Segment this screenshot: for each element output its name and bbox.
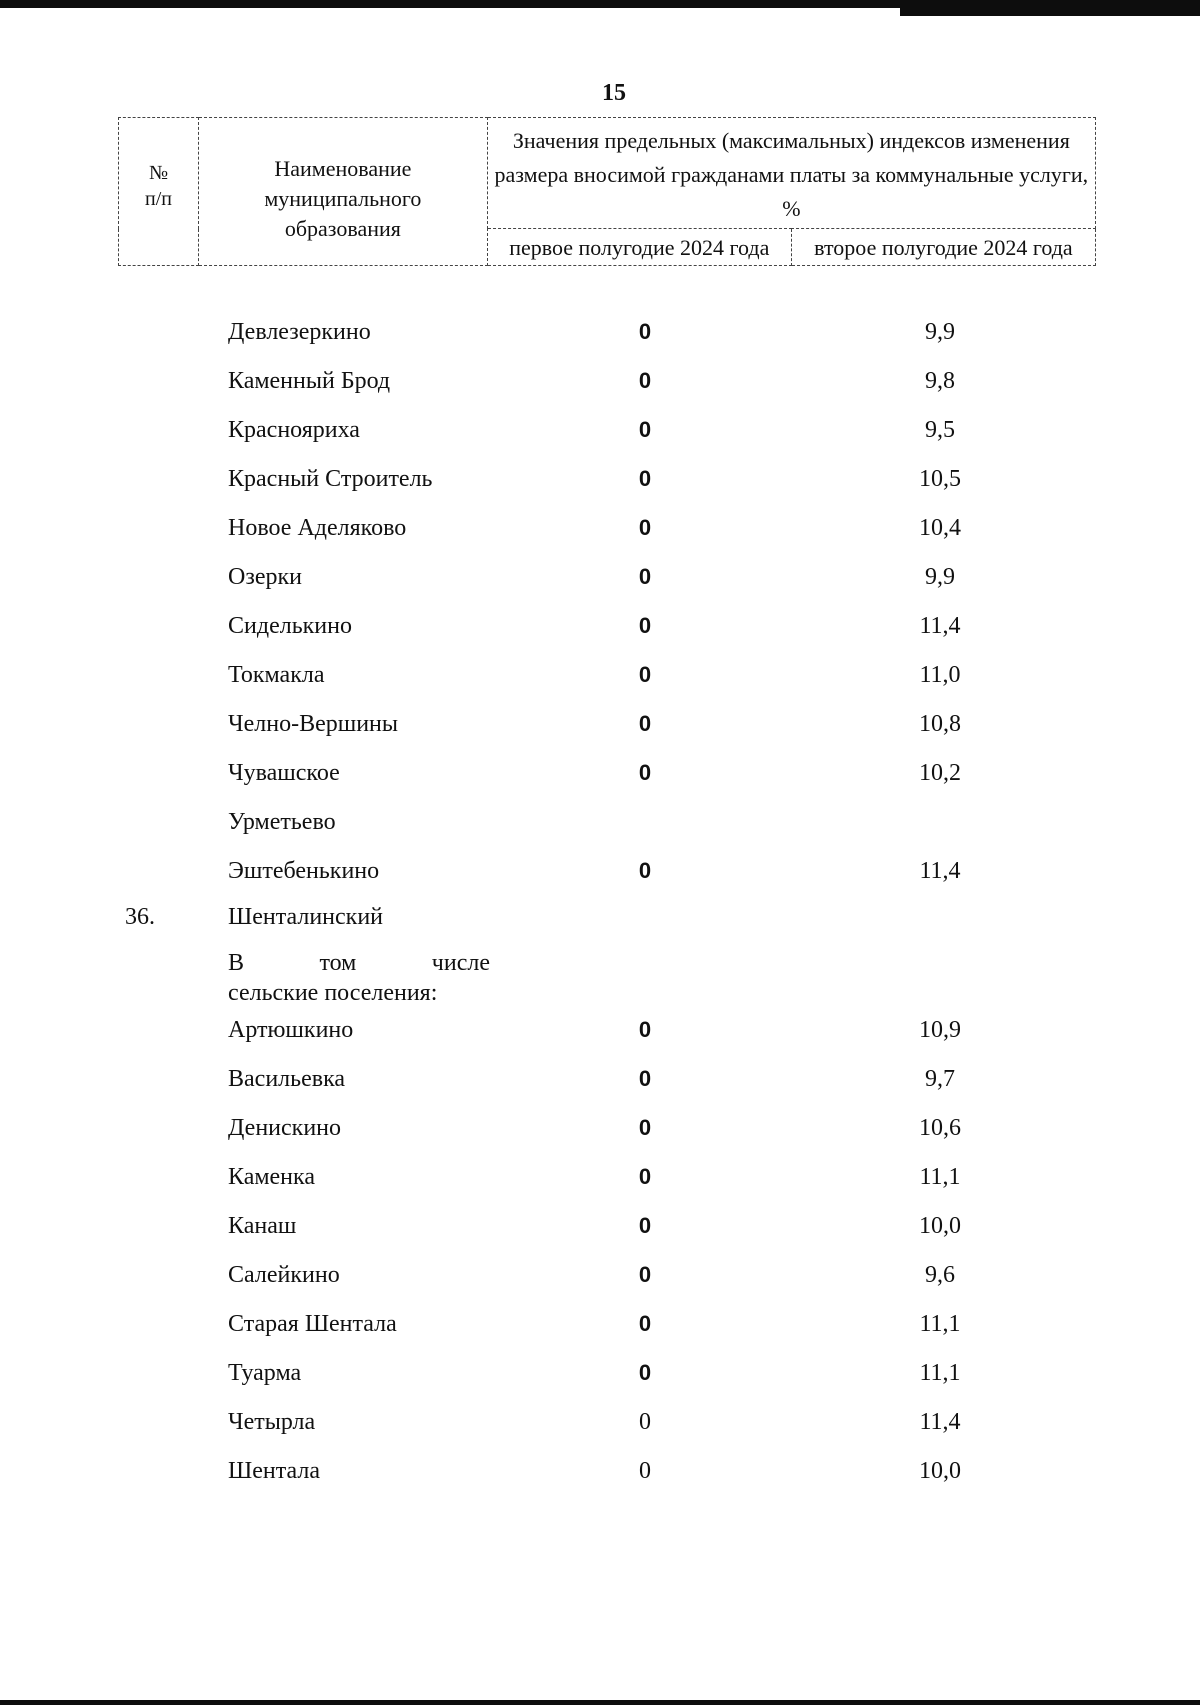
table-row [0,364,1200,398]
header-second-half: второе полугодие 2024 года [791,229,1095,266]
settlement-name: Озерки [228,564,302,590]
second-half-value: 10,0 [919,1213,961,1239]
first-half-value: 0 [638,1115,652,1140]
second-half-value: 10,6 [919,1115,961,1141]
table-row [0,658,1200,692]
table-row [0,1062,1200,1096]
settlement-name: Четырла [228,1409,316,1435]
first-half-value: 0 [638,417,652,442]
second-half-value: 10,0 [919,1458,961,1484]
first-half-value: 0 [638,1311,652,1336]
settlement-name: Денискино [228,1115,342,1141]
first-half-value: 0 [638,319,652,344]
note-word-2: том [319,950,357,976]
second-half-value: 11,4 [919,1409,961,1435]
table-row [0,1258,1200,1292]
district-row [0,900,1200,934]
second-half-value: 11,1 [919,1311,961,1337]
second-half-value: 9,8 [925,368,955,394]
first-half-value: 0 [638,711,652,736]
first-half-value: 0 [639,1458,651,1484]
settlement-name: Девлезеркино [228,319,371,345]
second-half-value: 9,9 [925,564,955,590]
first-half-value: 0 [638,1213,652,1238]
second-half-value: 9,7 [925,1066,955,1092]
settlement-name: Краснояриха [228,417,360,443]
settlement-name: Челно-Вершины [228,711,399,737]
table-row [0,854,1200,888]
header-number-sign: № [148,162,169,184]
district-index: 36. [125,904,155,930]
table-row [0,1454,1200,1488]
second-half-value: 10,5 [919,466,961,492]
table-row [0,1013,1200,1047]
settlement-name: Сиделькино [228,613,352,639]
second-half-value: 11,1 [919,1164,961,1190]
table-row [0,1111,1200,1145]
second-half-value: 11,0 [919,662,961,688]
table-row [0,1356,1200,1390]
table-row [0,756,1200,790]
settlement-name: Каменка [228,1164,315,1190]
first-half-value: 0 [638,564,652,589]
second-half-value: 9,5 [925,417,955,443]
header-name-column: Наименование муниципального образования [199,118,488,266]
second-half-value: 10,9 [919,1017,961,1043]
table-header [118,117,1096,266]
table-row [0,1160,1200,1194]
first-half-value: 0 [639,1409,651,1435]
second-half-value: 9,9 [925,319,955,345]
first-half-value: 0 [638,1262,652,1287]
second-half-value: 11,4 [919,858,961,884]
settlement-name: Старая Шентала [228,1311,397,1337]
table-row [0,707,1200,741]
second-half-value: 11,4 [919,613,961,639]
note-word-1: В [228,950,245,976]
settlement-name: Канаш [228,1213,297,1239]
settlements-note [228,948,490,1008]
settlement-name: Новое Аделяково [228,515,407,541]
table-row [0,1307,1200,1341]
first-half-value: 0 [638,1360,652,1385]
table-row [0,413,1200,447]
settlement-name: Туарма [228,1360,302,1386]
second-half-value: 11,1 [919,1360,961,1386]
settlement-name: Красный Строитель [228,466,433,492]
table-row [0,805,1200,839]
second-half-value: 10,4 [919,515,961,541]
table-row [0,609,1200,643]
district-name: Шенталинский [228,904,384,930]
first-half-value: 0 [638,613,652,638]
second-half-value: 9,6 [925,1262,955,1288]
table-row [0,560,1200,594]
first-half-value: 0 [638,1164,652,1189]
settlement-name: Токмакла [228,662,325,688]
settlement-name: Васильевка [228,1066,346,1092]
first-half-value: 0 [638,662,652,687]
header-values-column: Значения предельных (максимальных) индексов изменения размера вносимой гражданами платы за коммунальные услуги, % [487,118,1095,229]
settlement-name: Чувашское [228,760,340,786]
first-half-value: 0 [638,515,652,540]
note-line-2: сельские поселения: [228,980,438,1006]
second-half-value: 10,8 [919,711,961,737]
table-row [0,315,1200,349]
table-row [0,511,1200,545]
first-half-value: 0 [638,1017,652,1042]
table-row [0,1405,1200,1439]
scan-edge-bottom [0,1700,1200,1705]
table-row [0,462,1200,496]
settlement-name: Каменный Брод [228,368,391,394]
page-number: 15 [602,80,626,106]
note-word-3: числе [431,950,490,976]
settlement-name: Артюшкино [228,1017,354,1043]
second-half-value: 10,2 [919,760,961,786]
settlement-name: Салейкино [228,1262,340,1288]
first-half-value: 0 [638,1066,652,1091]
scan-edge-top [0,0,1200,8]
header-number-column [119,118,199,266]
settlement-name: Урметьево [228,809,336,835]
first-half-value: 0 [638,760,652,785]
header-number-abbrev: п/п [145,188,172,210]
first-half-value: 0 [638,466,652,491]
settlement-name: Шентала [228,1458,320,1484]
table-row [0,1209,1200,1243]
first-half-value: 0 [638,368,652,393]
first-half-value: 0 [638,858,652,883]
settlement-name: Эштебенькино [228,858,380,884]
header-first-half: первое полугодие 2024 года [487,229,791,266]
